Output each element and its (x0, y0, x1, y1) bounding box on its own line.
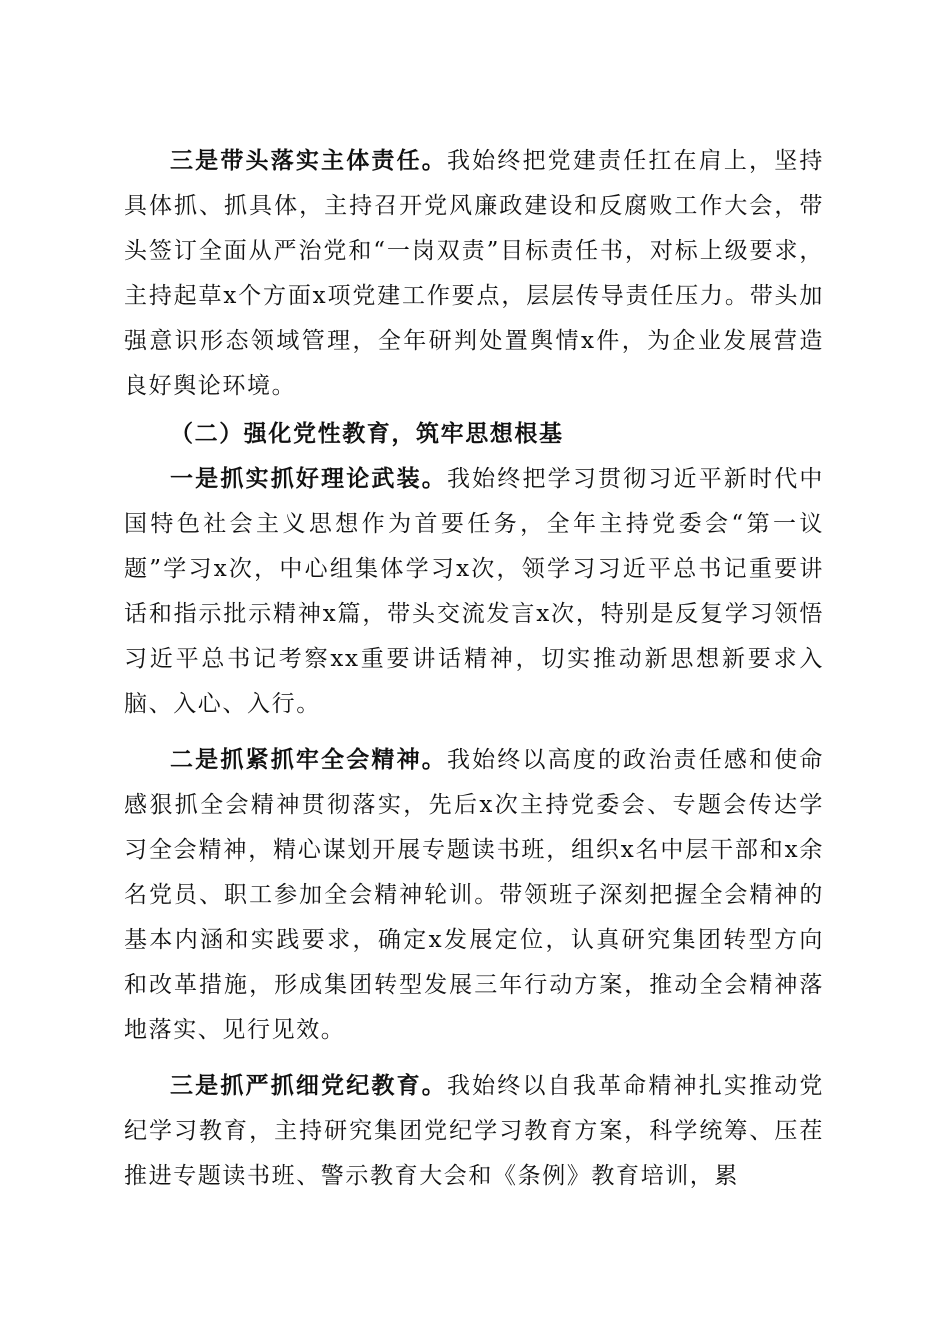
paragraph-theory-study (124, 456, 824, 727)
paragraph-lead: 三是抓严抓细党纪教育。 (170, 1072, 447, 1099)
paragraph-main-responsibility (124, 138, 824, 409)
paragraph-discipline-education (124, 1063, 824, 1199)
paragraph-text: 我始终以高度的政治责任感和使命感狠抓全会精神贯彻落实，先后x次主持党委会、专题会传达学习全会精神，精心谋划开展专题读书班，组织x名中层干部和x余名党员、职工参加全会精神轮训。带领班子深刻把握全会精神的基本内涵和实践要求，确定x发展定位，认真研究集团转型方向和改革措施，形成集团转型发展三年行动方案，推动全会精神落地落实、见行见效。 (124, 747, 824, 1043)
paragraph-text: 我始终把学习贯彻习近平新时代中国特色社会主义思想作为首要任务，全年主持党委会“第一议题”学习x次，中心组集体学习x次，领学习习近平总书记重要讲话和指示批示精神x篇，带头交流发言x次，特别是反复学习领悟习近平总书记考察xx重要讲话精神，切实推动新思想新要求入脑、入心、入行。 (124, 466, 824, 717)
document-body (124, 138, 824, 1199)
section-heading: （二）强化党性教育，筑牢思想根基 (170, 420, 564, 447)
paragraph-text: 我始终把党建责任扛在肩上，坚持具体抓、抓具体，主持召开党风廉政建设和反腐败工作大会，带头签订全面从严治党和“一岗双责”目标责任书，对标上级要求，主持起草x个方面x项党建工作要点，层层传导责任压力。带头加强意识形态领域管理，全年研判处置舆情x件，为企业发展营造良好舆论环境。 (124, 148, 824, 399)
paragraph-plenary-spirit (124, 737, 824, 1053)
paragraph-spacer (124, 727, 824, 737)
paragraph-lead: 一是抓实抓好理论武装。 (170, 465, 447, 492)
paragraph-lead: 二是抓紧抓牢全会精神。 (170, 746, 447, 773)
paragraph-spacer (124, 1053, 824, 1063)
paragraph-text: 我始终以自我革命精神扎实推动党纪学习教育，主持研究集团党纪学习教育方案，科学统筹、压茬推进专题读书班、警示教育大会和《条例》教育培训，累 (124, 1073, 824, 1189)
paragraph-lead: 三是带头落实主体责任。 (170, 147, 447, 174)
